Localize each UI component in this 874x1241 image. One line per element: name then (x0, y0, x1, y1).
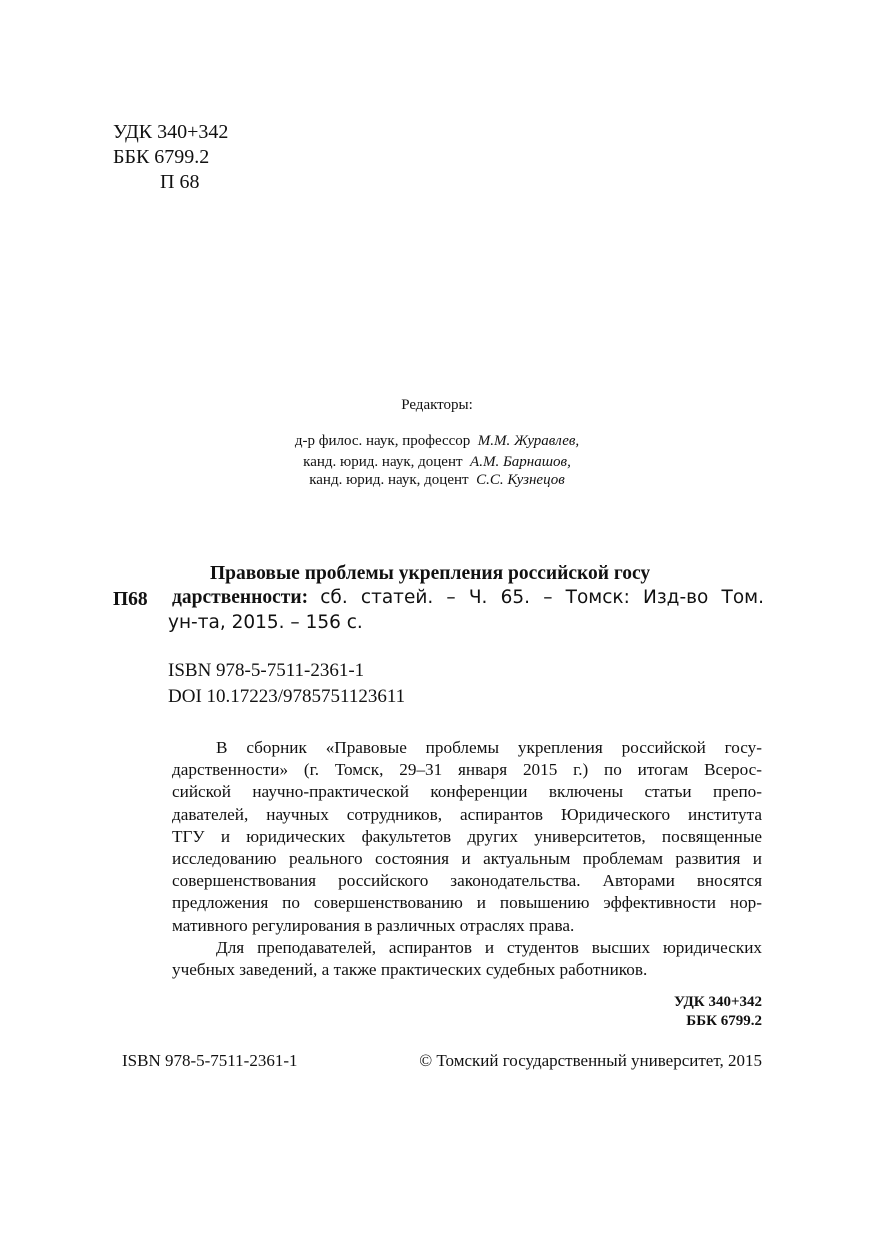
copyright: © Томский государственный университет, 2015 (419, 1051, 762, 1070)
udk-code: УДК 340+342 (113, 121, 229, 143)
abstract-line: учебных заведений, а также практических судебных работников. (172, 960, 648, 980)
abstract-line: дарственности» (г. Томск, 29–31 января 2015 г.) по итогам Всерос- (172, 760, 762, 780)
editor-degree: канд. юрид. наук, доцент (303, 454, 463, 470)
abstract (172, 737, 762, 981)
abstract-line: В сборник «Правовые проблемы укрепления российской госу- (216, 738, 762, 757)
abstract-line: совершенствования российского законодательства. Авторами вносятся (172, 871, 762, 891)
abstract-line: давателей, научных сотрудников, аспирантов Юридического института (172, 804, 762, 824)
bbk-code: ББК 6799.2 (113, 146, 210, 168)
abstract-line: исследованию реального состояния и актуальным проблемам развития и (172, 849, 762, 869)
editor-line (0, 454, 874, 471)
catalog-title-line2 (172, 587, 764, 609)
catalog-imprint: сб. статей. – Ч. 65. – Томск: Изд-во Том. (320, 587, 765, 608)
isbn: ISBN 978-5-7511-2361-1 (168, 660, 365, 681)
abstract-line: Для преподавателей, аспирантов и студентов высших юридических (216, 937, 762, 957)
catalog-title-bold: дарственности: (172, 587, 309, 608)
editor-degree: канд. юрид. наук, доцент (309, 472, 469, 488)
footer-udk: УДК 340+342 (674, 994, 762, 1010)
editor-degree: д-р филос. наук, профессор (294, 433, 471, 449)
catalog-mark: П68 (113, 589, 148, 610)
editor-name: М.М. Журавлев, (477, 433, 580, 449)
catalog-line3: ун-та, 2015. – 156 с. (168, 612, 363, 633)
footer-isbn: ISBN 978-5-7511-2361-1 (122, 1051, 298, 1070)
editor-name: С.С. Кузнецов (476, 472, 565, 488)
author-mark: П 68 (160, 171, 200, 193)
catalog-title-line1: Правовые проблемы укрепления российской госу (210, 563, 651, 584)
doi: DOI 10.17223/9785751123611 (168, 686, 406, 707)
abstract-line: предложения по совершенствованию и повышению эффективности нор- (172, 893, 762, 913)
abstract-line: сийской научно-практической конференции включены статьи препо- (172, 782, 762, 802)
editor-line (0, 433, 874, 450)
footer-bbk: ББК 6799.2 (686, 1013, 762, 1029)
editor-name: А.М. Барнашов, (470, 454, 571, 470)
abstract-line: мативного регулирования в различных отраслях права. (172, 915, 575, 935)
abstract-line: ТГУ и юридических факультетов других университетов, посвященные (172, 826, 762, 846)
editors-title: Редакторы: (401, 397, 473, 413)
editor-line (0, 472, 874, 489)
